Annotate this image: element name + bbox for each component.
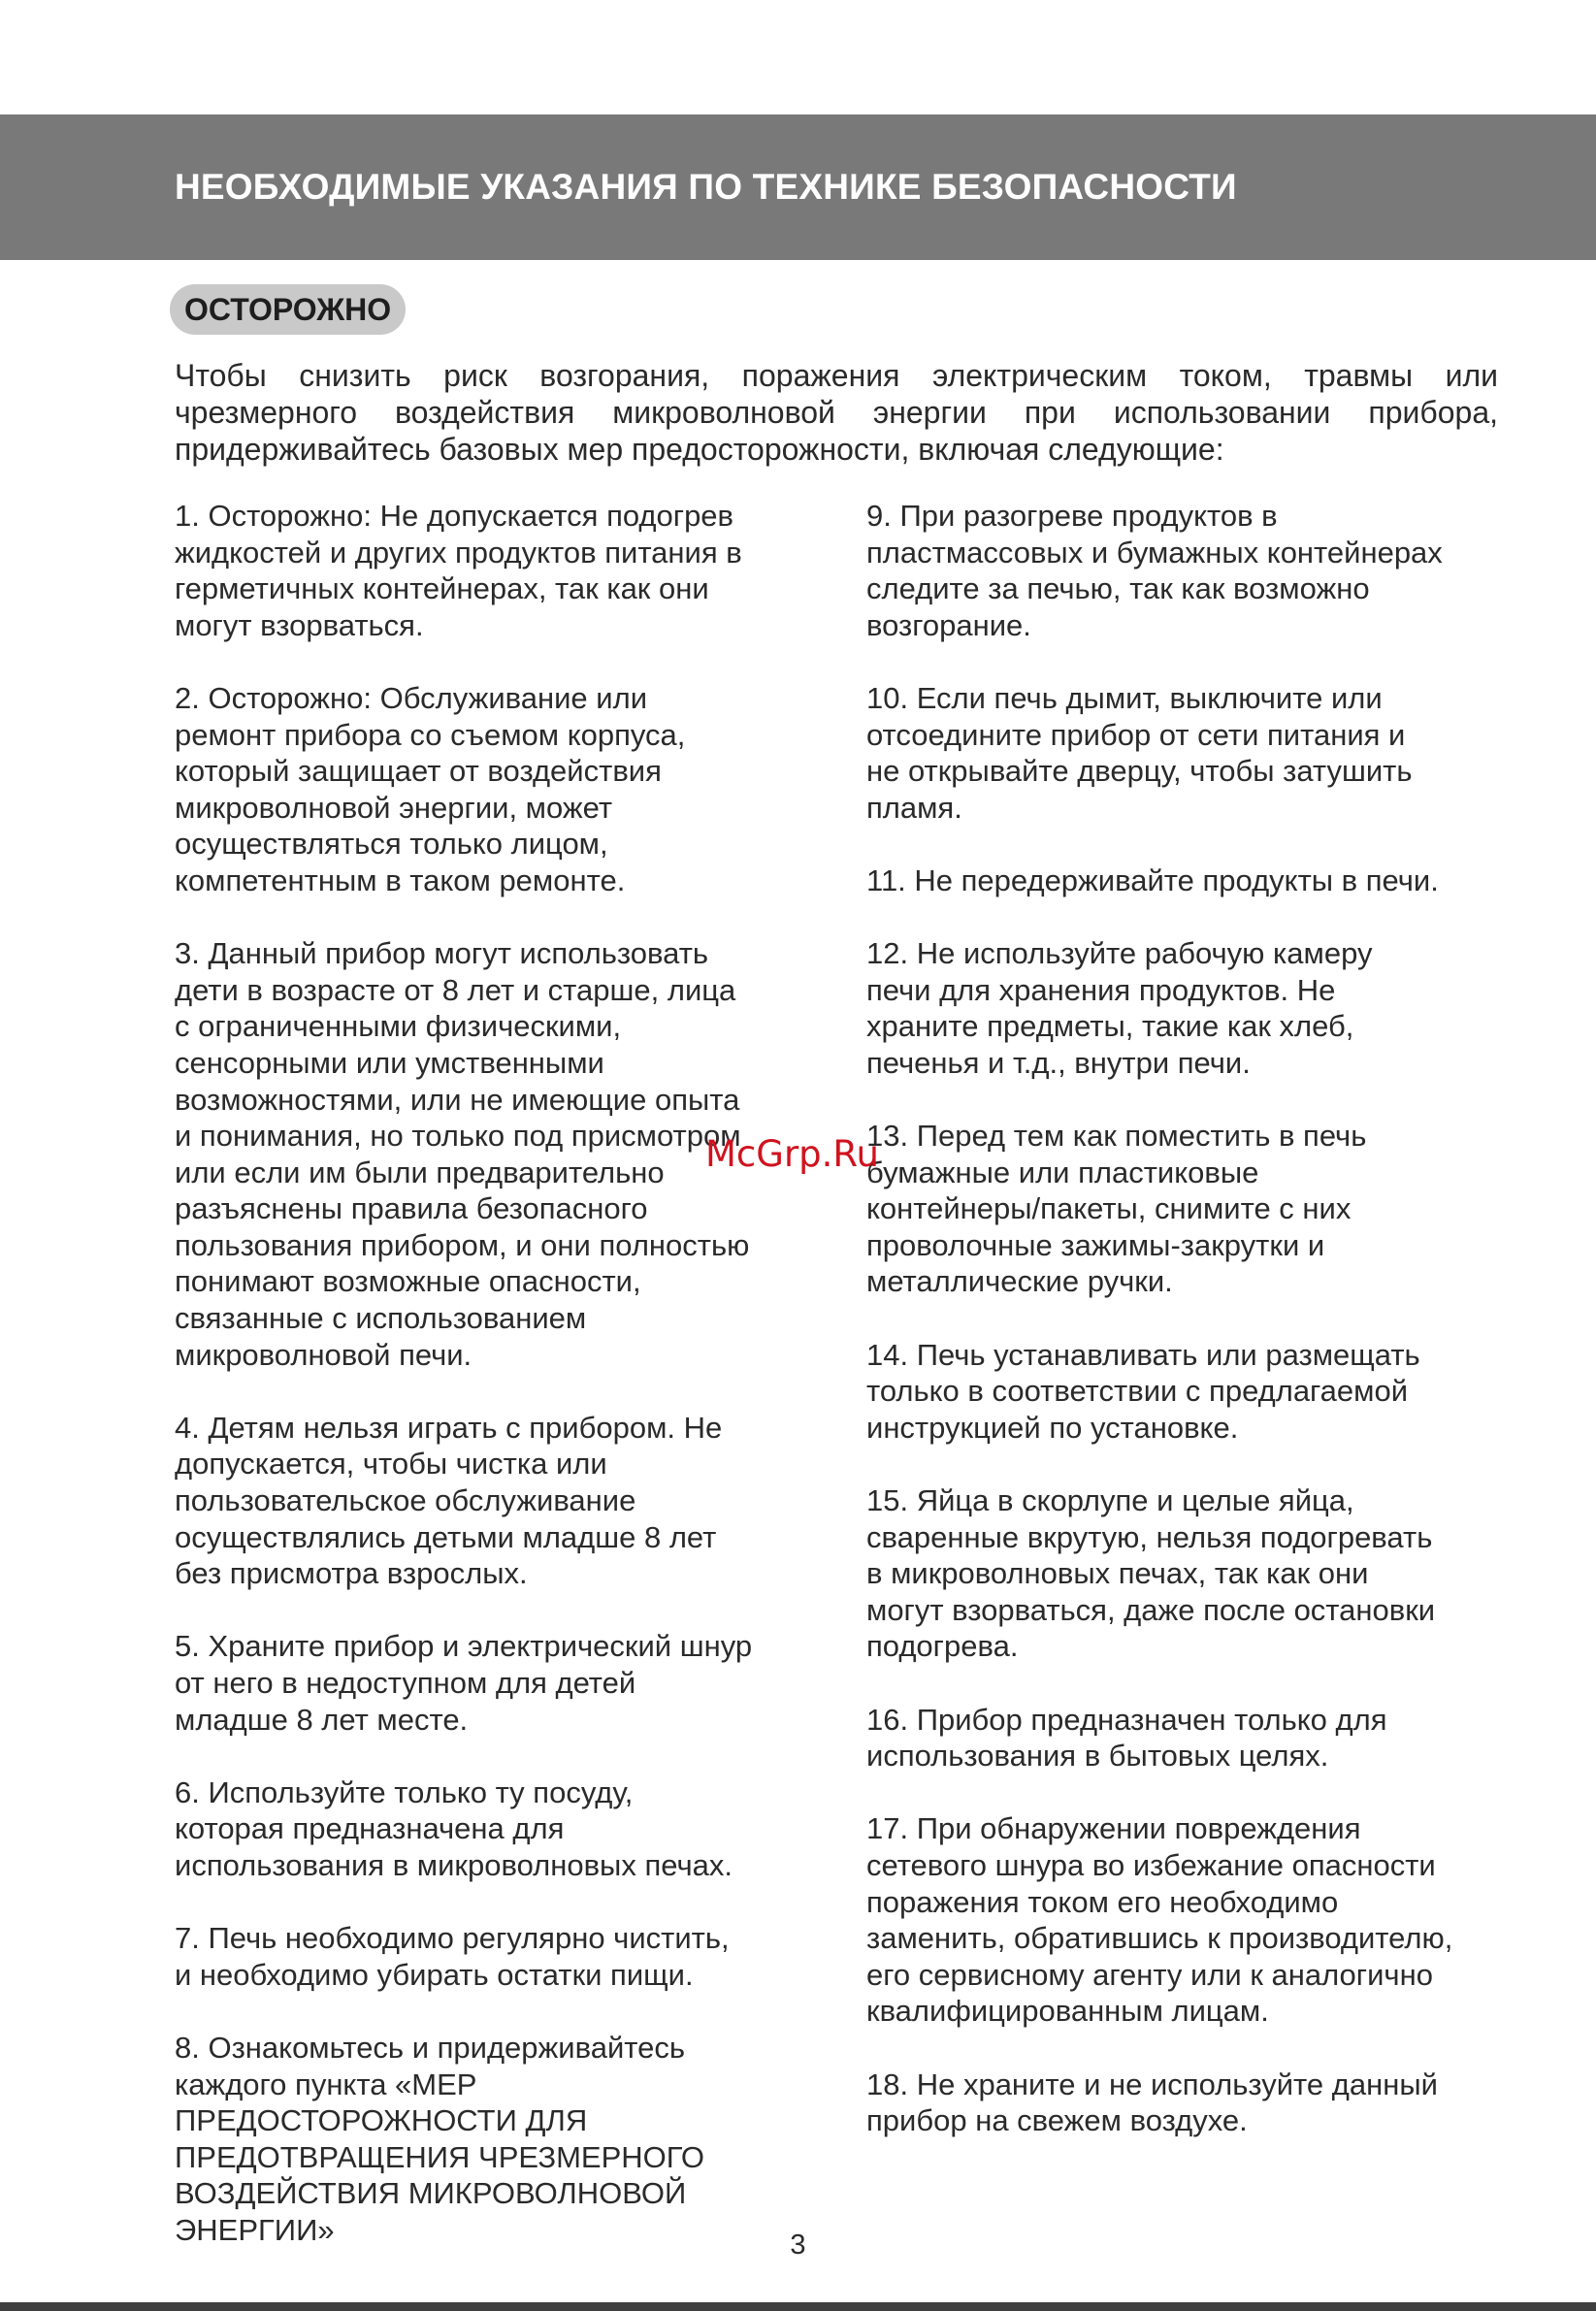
- header-bar: [0, 114, 1596, 260]
- bottom-rule: [0, 2302, 1596, 2311]
- safety-item-16: 16. Прибор предназначен только для использования в бытовых целях.: [866, 1702, 1387, 1774]
- safety-item-13: 13. Перед тем как поместить в печь бумажные или пластиковые контейнеры/пакеты, снимите с них проволочные зажимы-закрутки и металлические ручки.: [866, 1119, 1367, 1299]
- safety-item-7: 7. Печь необходимо регулярно чистить, и необходимо убирать остатки пищи.: [175, 1921, 730, 1992]
- safety-item-4: 4. Детям нельзя играть с прибором. Не допускается, чтобы чистка или пользовательское обслуживание осуществлялись детьми младше 8 лет без присмотра взрослых.: [175, 1410, 723, 1591]
- safety-item-3: 3. Данный прибор могут использовать дети в возрасте от 8 лет и старше, лица с ограниченными физическими, сенсорными или умственными возможностями, или не имеющие опыта и понимания, но только под присмотром или если им были предварительно разъяснены правила безопасного пользования прибором, и они полностью понимают возможные опасности, связанные с использованием микроволновой печи.: [175, 936, 750, 1372]
- safety-item-5: 5. Храните прибор и электрический шнур от него в недоступном для детей младше 8 лет месте.: [175, 1629, 753, 1737]
- safety-item-1: 1. Осторожно: Не допускается подогрев жидкостей и других продуктов питания в герметичных контейнерах, так как они могут взорваться.: [175, 499, 742, 642]
- safety-item-8: 8. Ознакомьтесь и придерживайтесь каждого пункта «МЕР ПРЕДОСТОРОЖНОСТИ ДЛЯ ПРЕДОТВРАЩЕНИЯ ЧРЕЗМЕРНОГО ВОЗДЕЙСТВИЯ МИКРОВОЛНОВОЙ ЭНЕРГИИ»: [175, 2030, 704, 2247]
- safety-item-10: 10. Если печь дымит, выключите или отсоедините прибор от сети питания и не открывайте дверцу, чтобы затушить пламя.: [866, 680, 1413, 825]
- safety-item-17: 17. При обнаружении повреждения сетевого шнура во избежание опасности поражения током его необходимо заменить, обратившись к производителю, его сервисному агенту или к аналогично квалифицированным лицам.: [866, 1811, 1453, 2029]
- safety-list-left: [175, 498, 815, 2285]
- intro-paragraph: Чтобы снизить риск возгорания, поражения электрическим током, травмы или чрезмерного воздействия микроволновой энергии при использовании прибора, придерживайтесь базовых мер предосторожности, включая следующие:: [175, 358, 1498, 467]
- safety-item-9: 9. При разогреве продуктов в пластмассовых и бумажных контейнерах следите за печью, так как возможно возгорание.: [866, 499, 1443, 642]
- safety-item-14: 14. Печь устанавливать или размещать только в соответствии с предлагаемой инструкцией по установке.: [866, 1337, 1420, 1445]
- safety-list-right: [866, 498, 1507, 2175]
- safety-item-2: 2. Осторожно: Обслуживание или ремонт прибора со съемом корпуса, который защищает от воздействия микроволновой энергии, может осуществляться только лицом, компетентным в таком ремонте.: [175, 680, 686, 897]
- page-number: 3: [790, 2230, 806, 2261]
- safety-item-15: 15. Яйца в скорлупе и целые яйца, сваренные вкрутую, нельзя подогревать в микроволновых печах, так как они могут взорваться, даже после остановки подогрева.: [866, 1483, 1436, 1664]
- watermark: McGrp.Ru: [705, 1133, 879, 1175]
- safety-item-18: 18. Не храните и не используйте данный прибор на свежем воздухе.: [866, 2067, 1438, 2138]
- page-title: НЕОБХОДИМЫЕ УКАЗАНИЯ ПО ТЕХНИКЕ БЕЗОПАСНОСТИ: [175, 167, 1237, 207]
- safety-item-6: 6. Используйте только ту посуду, которая предназначена для использования в микроволновых печах.: [175, 1774, 733, 1882]
- safety-item-11: 11. Не передерживайте продукты в печи.: [866, 863, 1439, 897]
- safety-item-12: 12. Не используйте рабочую камеру печи для хранения продуктов. Не храните предметы, такие как хлеб, печенья и т.д., внутри печи.: [866, 936, 1373, 1080]
- caution-badge: ОСТОРОЖНО: [170, 284, 406, 335]
